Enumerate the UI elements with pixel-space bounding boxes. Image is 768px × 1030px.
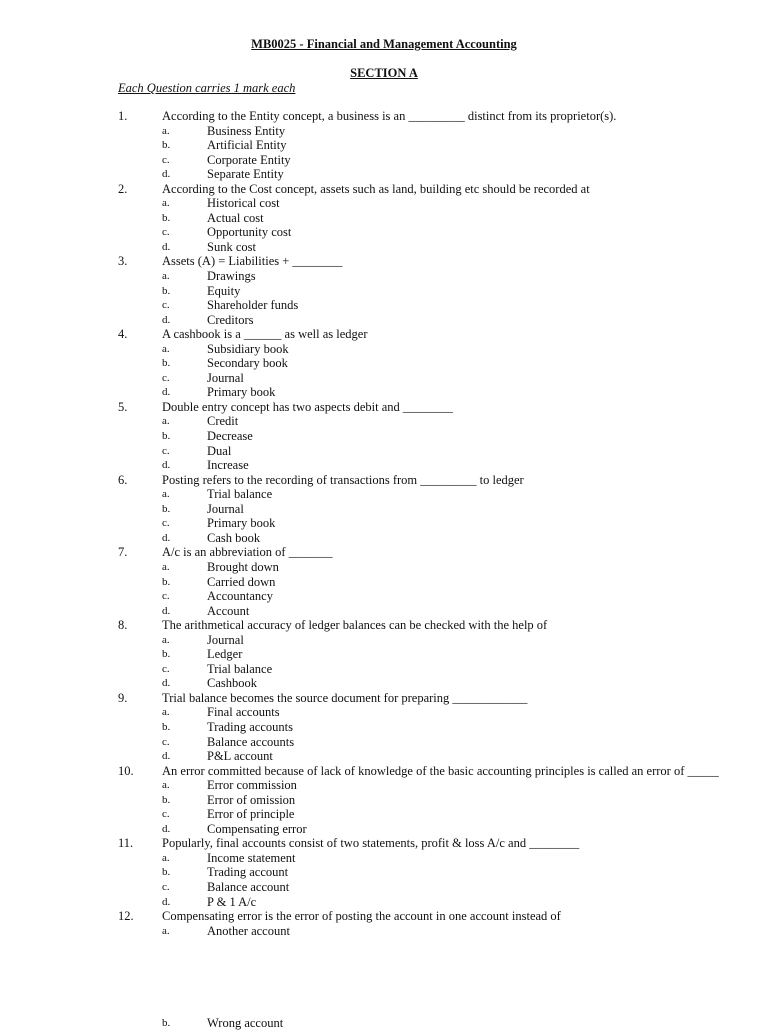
question-number: 6. [118,472,128,487]
question-item [0,836,768,851]
question-item [0,182,768,197]
option-letter: b. [162,357,171,370]
option-letter: a. [162,706,170,719]
question-text: The arithmetical accuracy of ledger balances can be checked with the help of [162,618,548,633]
option-letter: a. [162,560,170,573]
option-letter: c. [162,517,170,530]
question-text: Compensating error is the error of posting the account in one account instead of [162,909,561,924]
option-text: Ledger [207,647,243,662]
option-item [0,385,768,400]
option-text: Error commission [207,778,297,793]
question-text: A cashbook is a ______ as well as ledger [162,327,368,342]
option-letter: d. [162,531,171,544]
option-item [0,924,768,939]
option-text: Balance account [207,879,290,894]
option-item [0,153,768,168]
option-item [0,589,768,604]
question-item [0,545,768,560]
option-item [0,531,768,546]
option-item [0,240,768,255]
option-text: Trial balance [207,487,273,502]
option-letter: d. [162,168,171,181]
option-text: Trading account [207,865,289,880]
option-text: Error of principle [207,807,295,822]
option-letter: b. [162,793,171,806]
option-text: Dual [207,443,232,458]
option-text: Compensating error [207,821,307,836]
option-letter: c. [162,226,170,239]
option-item [0,647,768,662]
question-item [0,400,768,415]
option-item [0,807,768,822]
option-text: Subsidiary book [207,341,289,356]
option-item [0,342,768,357]
option-letter: b. [162,211,171,224]
option-letter: a. [162,851,170,864]
option-item [0,793,768,808]
option-item [0,284,768,299]
question-number: 12. [118,909,134,924]
option-text: Historical cost [207,196,280,211]
question-number: 8. [118,618,128,633]
option-letter: d. [162,822,171,835]
option-letter: a. [162,779,170,792]
option-letter: c. [162,371,170,384]
question-number: 4. [118,327,128,342]
option-letter: b. [162,430,171,443]
option-item [0,705,768,720]
option-letter: b. [162,866,171,879]
option-letter: d. [162,895,171,908]
option-text: Wrong account [207,1016,284,1030]
option-text: Brought down [207,559,279,574]
option-item [0,735,768,750]
option-text: Separate Entity [207,167,284,182]
option-text: Opportunity cost [207,225,292,240]
option-letter: a. [162,342,170,355]
option-item [0,633,768,648]
option-item [0,865,768,880]
option-text: Actual cost [207,210,264,225]
question-text: An error committed because of lack of knowledge of the basic accounting principles is called an error of _____ [162,763,719,778]
option-text: Credit [207,414,239,429]
option-item [0,851,768,866]
question-text: Double entry concept has two aspects debit and ________ [162,399,453,414]
question-number: 10. [118,763,134,778]
option-text: Drawings [207,269,256,284]
option-letter: c. [162,662,170,675]
question-text: Popularly, final accounts consist of two statements, profit & loss A/c and ________ [162,836,580,851]
option-item [0,575,768,590]
option-text: Trial balance [207,661,273,676]
option-text: Increase [207,458,249,473]
option-item [0,560,768,575]
option-text: Creditors [207,312,254,327]
option-item [0,124,768,139]
option-text: Journal [207,501,244,516]
option-text: Accountancy [207,589,273,604]
question-number: 3. [118,254,128,269]
option-letter: b. [162,1017,171,1029]
option-text: Business Entity [207,123,286,138]
question-number: 2. [118,181,128,196]
question-text: A/c is an abbreviation of _______ [162,545,333,560]
option-text: Trading accounts [207,719,293,734]
question-item [0,473,768,488]
question-text: Assets (A) = Liabilities + ________ [162,254,343,269]
option-letter: a. [162,633,170,646]
option-letter: b. [162,648,171,661]
option-letter: b. [162,575,171,588]
question-text: Trial balance becomes the source document for preparing ____________ [162,690,528,705]
question-text: According to the Entity concept, a business is an _________ distinct from its proprietor(s). [162,109,617,123]
question-item [0,109,768,124]
option-item [0,720,768,735]
option-text: Artificial Entity [207,138,287,153]
option-item [0,356,768,371]
question-text: According to the Cost concept, assets such as land, building etc should be recorded at [162,181,590,196]
document-title: MB0025 - Financial and Management Accounting [251,37,517,51]
option-text: Shareholder funds [207,298,299,313]
option-item [0,458,768,473]
option-text: Account [207,603,250,618]
option-item [0,822,768,837]
question-item [0,618,768,633]
option-text: Journal [207,370,244,385]
question-number: 11. [118,836,134,851]
option-text: P & 1 A/c [207,894,257,909]
option-letter: c. [162,590,170,603]
question-item [0,909,768,924]
option-letter: d. [162,313,171,326]
option-letter: c. [162,444,170,457]
option-item [0,196,768,211]
option-text: Decrease [207,429,253,444]
option-item [0,502,768,517]
option-letter: c. [162,808,170,821]
section-title: SECTION A [350,66,418,80]
option-letter: a. [162,488,170,501]
question-item [0,254,768,269]
option-text: Sunk cost [207,239,256,254]
question-number: 9. [118,690,128,705]
option-item [0,676,768,691]
option-item [0,444,768,459]
option-letter: a. [162,197,170,210]
option-item [0,895,768,910]
option-letter: d. [162,459,171,472]
option-text: Primary book [207,516,276,531]
option-text: Cashbook [207,676,257,691]
option-text: Primary book [207,385,276,400]
option-text: Another account [207,923,290,938]
question-number: 7. [118,545,128,560]
option-text: Secondary book [207,356,288,371]
option-item [0,429,768,444]
option-item [0,880,768,895]
cutoff-option [0,1016,768,1030]
option-letter: c. [162,880,170,893]
option-text: Error of omission [207,792,296,807]
question-list [0,109,768,938]
option-letter: b. [162,284,171,297]
option-text: Final accounts [207,705,280,720]
option-letter: d. [162,750,171,763]
question-number: 1. [118,109,128,123]
option-letter: d. [162,386,171,399]
option-item [0,167,768,182]
option-letter: c. [162,299,170,312]
option-text: Cash book [207,530,261,545]
option-letter: b. [162,720,171,733]
question-number: 5. [118,399,128,414]
option-text: Corporate Entity [207,152,291,167]
option-letter: a. [162,415,170,428]
option-letter: b. [162,139,171,152]
option-letter: a. [162,270,170,283]
option-text: Equity [207,283,241,298]
question-item [0,691,768,706]
option-text: Carried down [207,574,276,589]
option-item [0,138,768,153]
option-letter: d. [162,604,171,617]
option-item [0,313,768,328]
option-item [0,269,768,284]
option-letter: b. [162,502,171,515]
option-text: Balance accounts [207,734,295,749]
option-item [0,211,768,226]
option-letter: c. [162,153,170,166]
option-letter: a. [162,124,170,137]
option-letter: c. [162,735,170,748]
option-item [0,778,768,793]
option-item [0,225,768,240]
option-item [0,604,768,619]
question-item [0,764,768,779]
option-text: Journal [207,632,244,647]
option-item [0,662,768,677]
option-item [0,487,768,502]
option-letter: a. [162,924,170,937]
option-item [0,749,768,764]
marks-note: Each Question carries 1 mark each [118,81,296,95]
option-letter: d. [162,240,171,253]
option-letter: d. [162,677,171,690]
option-text: Income statement [207,850,296,865]
option-text: P&L account [207,749,273,764]
question-item [0,327,768,342]
option-item [0,298,768,313]
option-item [0,414,768,429]
option-item [0,371,768,386]
option-item [0,516,768,531]
question-text: Posting refers to the recording of transactions from _________ to ledger [162,472,524,487]
